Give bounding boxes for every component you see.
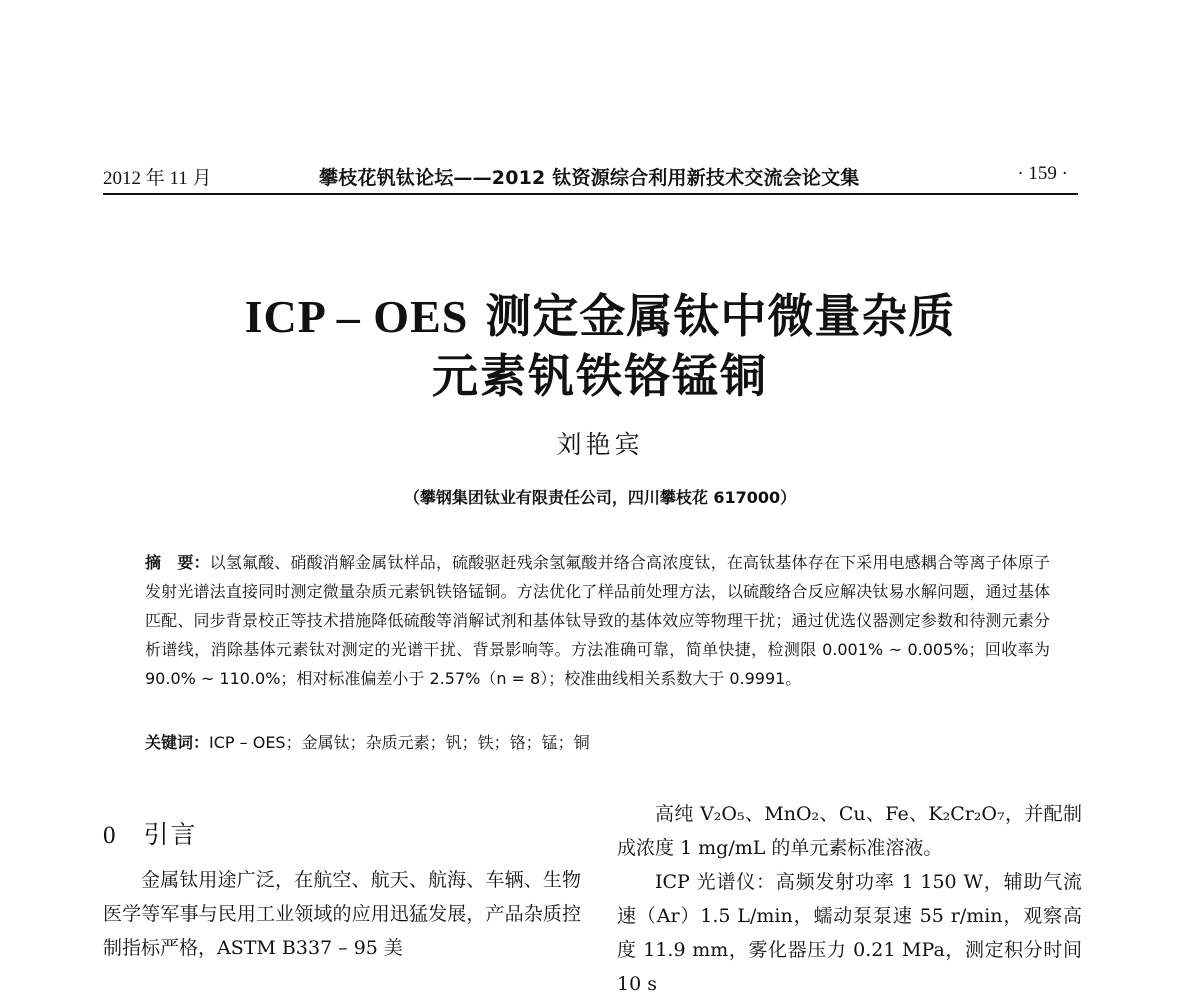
author-affiliation: （攀钢集团钛业有限责任公司，四川攀枝花 617000） [403,488,797,507]
header-page-number: · 159 · [1017,163,1068,184]
reagents-paragraph: 高纯 V₂O₅、MnO₂、Cu、Fe、K₂Cr₂O₇，并配制成浓度 1 mg/mL 的单元素标准溶液。 [617,803,1082,859]
header-date: 2012 年 11 月 [103,168,212,189]
instrument-paragraph: ICP 光谱仪：高频发射功率 1 150 W，辅助气流速（Ar）1.5 L/min，蠕动泵泵速 55 r/min，观察高度 11.9 mm，雾化器压力 0.21 MPa，测定积分时间 10 s [617,871,1082,995]
keywords-text: ICP – OES；金属钛；杂质元素；钒；铁；铬；锰；铜 [209,733,590,752]
intro-paragraph: 金属钛用途广泛，在航空、航天、航海、车辆、生物医学等军事与民用工业领域的应用迅猛发展，产品杂质控制指标严格，ASTM B337 – 95 美 [103,869,581,959]
author-name: 刘艳宾 [556,430,644,459]
keywords-label: 关键词： [145,733,210,752]
section-number: 0 [103,822,118,849]
header-journal-title: 攀枝花钒钛论坛——2012 钛资源综合利用新技术交流会论文集 [319,167,860,189]
section-heading [103,815,198,851]
right-column [617,797,1082,1001]
abstract-text: 以氢氟酸、硝酸消解金属钛样品，硫酸驱赶残余氢氟酸并络合高浓度钛，在高钛基体存在下采用电感耦合等离子体原子发射光谱法直接同时测定微量杂质元素钒铁铬锰铜。方法优化了样品前处理方法，以硫酸络合反应解决钛易水解问题，通过基体匹配、同步背景校正等技术措施降低硫酸等消解试剂和基体钛导致的基体效应等物理干扰；通过优选仪器测定参数和待测元素分析谱线，消除基体元素钛对测定的光谱干扰、背景影响等。方法准确可靠，简单快捷，检测限 0.001% ~ 0.005%；回收率为 90.0% ~ 110.0%；相对标准偏差小于 2.57%（n = 8）；校准曲线相关系数大于 0.9991。 [145,553,1050,688]
paper-title-line-1 [0,280,1200,346]
title-method-name: ICP – OES [244,291,469,342]
abstract-label: 摘 要： [145,553,210,572]
section-title: 引言 [143,820,198,849]
title-line-1-text: 测定金属钛中微量杂质 [468,289,956,343]
left-column [103,863,581,965]
running-header [103,163,1078,195]
abstract [145,548,1050,693]
keywords [145,730,1050,753]
paper-title-line-2: 元素钒铁铬锰铜 [432,349,768,403]
